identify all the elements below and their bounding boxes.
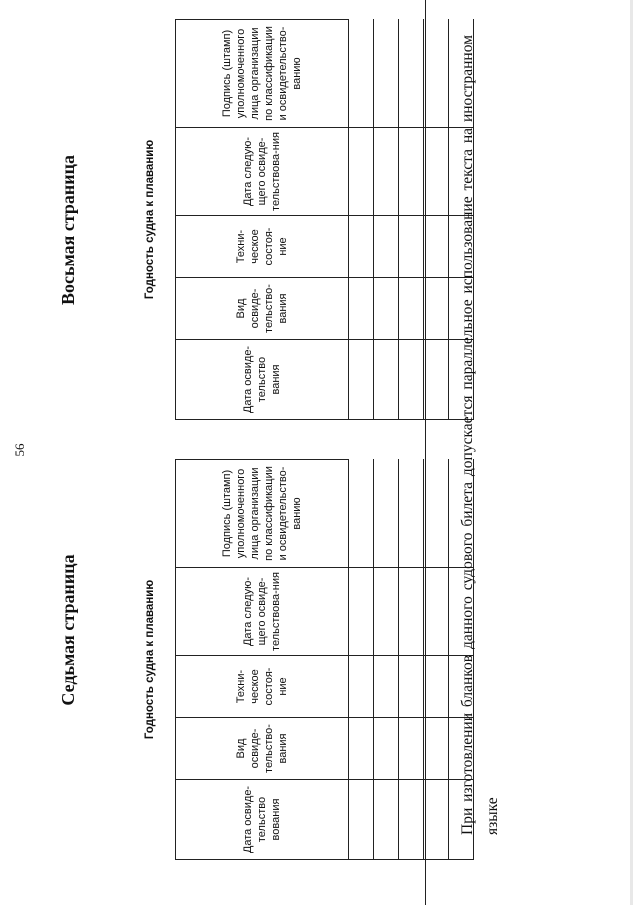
table-cell[interactable] [349, 459, 374, 567]
table-cell[interactable] [399, 780, 424, 860]
table-cell[interactable] [424, 718, 449, 780]
table-cell[interactable] [349, 278, 374, 340]
column-header-survey-date: Дата освиде-тельство вования [176, 780, 349, 860]
table-cell[interactable] [399, 278, 424, 340]
table-cell[interactable] [399, 656, 424, 718]
table-cell[interactable] [349, 780, 374, 860]
table-cell[interactable] [399, 568, 424, 656]
table-cell[interactable] [349, 19, 374, 127]
column-header-signature: Подпись (штамп) уполномоченного лица организации по классификации и освидетельство-ванию [176, 459, 349, 567]
column-header-survey-type: Вид освиде-тельство-вания [176, 278, 349, 340]
seventh-page-title: Седьмая страница [58, 554, 78, 706]
table-cell[interactable] [424, 780, 449, 860]
footnote-text: При изготовлении бланков данного судового билета допускается параллельное использование текста на иностранном языке [459, 35, 501, 835]
table-row [424, 459, 449, 859]
table-cell[interactable] [399, 340, 424, 420]
column-header-technical-condition: Техни-ческое состоя-ние [176, 656, 349, 718]
table-cell[interactable] [349, 568, 374, 656]
table-row [349, 19, 374, 419]
table-cell[interactable] [349, 216, 374, 278]
table-cell[interactable] [399, 216, 424, 278]
table-cell[interactable] [349, 340, 374, 420]
table-cell[interactable] [349, 718, 374, 780]
group-header: Годность судна к плаванию [125, 19, 176, 419]
separator-line [425, 0, 426, 905]
eighth-page-title: Восьмая страница [58, 154, 78, 306]
seventh-page-table [125, 459, 474, 860]
column-header-survey-type: Вид освиде-тельство-вания [176, 718, 349, 780]
column-header-next-survey-date: Дата следую-щего освиде-тельствова-ния [176, 568, 349, 656]
column-header-technical-condition: Техни-ческое состоя-ние [176, 216, 349, 278]
table-cell[interactable] [399, 718, 424, 780]
table-cell[interactable] [399, 128, 424, 216]
table-row [424, 19, 449, 419]
page-number: 56 [12, 443, 27, 457]
table-cell[interactable] [374, 278, 399, 340]
table-cell[interactable] [399, 459, 424, 567]
table-cell[interactable] [374, 128, 399, 216]
column-header-signature: Подпись (штамп) уполномоченного лица организации по классификации и освидетельство-ванию [176, 19, 349, 127]
table-cell[interactable] [424, 340, 449, 420]
table-row [349, 459, 374, 859]
table-cell[interactable] [424, 459, 449, 567]
table-cell[interactable] [374, 19, 399, 127]
table-cell[interactable] [374, 718, 399, 780]
table-cell[interactable] [424, 278, 449, 340]
table-cell[interactable] [374, 780, 399, 860]
scan-edge [630, 0, 633, 905]
table-cell[interactable] [424, 128, 449, 216]
table-cell[interactable] [374, 459, 399, 567]
table-row [399, 459, 424, 859]
table-cell[interactable] [424, 568, 449, 656]
table-cell[interactable] [424, 656, 449, 718]
table-cell[interactable] [424, 216, 449, 278]
table-row [374, 459, 399, 859]
eighth-page-table [125, 19, 474, 420]
table-cell[interactable] [374, 340, 399, 420]
table-cell[interactable] [374, 216, 399, 278]
table-row [399, 19, 424, 419]
table-cell[interactable] [349, 656, 374, 718]
group-header: Годность судна к плаванию [125, 459, 176, 859]
column-header-survey-date: Дата освиде-тельство вания [176, 340, 349, 420]
table-cell[interactable] [424, 19, 449, 127]
table-cell[interactable] [399, 19, 424, 127]
table-cell[interactable] [374, 656, 399, 718]
table-cell[interactable] [374, 568, 399, 656]
column-header-next-survey-date: Дата следую-щего освиде-тельствова-ния [176, 128, 349, 216]
table-cell[interactable] [349, 128, 374, 216]
table-row [374, 19, 399, 419]
